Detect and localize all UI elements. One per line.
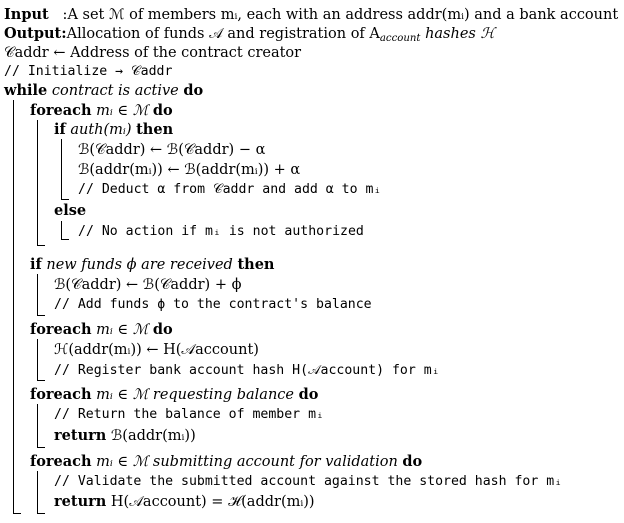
foreach-expr: mᵢ ∈ ℳ [96, 103, 149, 119]
keyword-do: do [152, 102, 173, 119]
if-funds-line [30, 256, 274, 274]
hash-statement: ℋ(addr(mᵢ)) ← H(𝒜account) [54, 342, 259, 358]
if-condition: auth(mᵢ) [70, 122, 132, 138]
while-block-bar [13, 100, 14, 514]
keyword-do: do [183, 82, 204, 99]
keyword-foreach: foreach [30, 386, 92, 403]
input-label: Input [4, 6, 49, 23]
return-validate-line [54, 493, 315, 511]
comment-validate: // Validate the submitted account against the stored hash for mᵢ [54, 474, 563, 489]
comment-register: // Register bank account hash H(𝒜account) for mᵢ [54, 363, 440, 378]
foreach4-block-foot [37, 513, 45, 514]
add-statement: ℬ(addr(mᵢ)) ← ℬ(addr(mᵢ)) + α [78, 162, 301, 178]
keyword-return: return [54, 427, 107, 444]
input-colon: : [62, 7, 68, 23]
foreach-line-3 [30, 386, 318, 404]
else-block-bar [61, 221, 62, 240]
while-line [4, 82, 203, 100]
output-label: Output: [4, 25, 67, 42]
if-condition: new funds ϕ are received [46, 257, 233, 273]
foreach-condition: requesting balance [152, 387, 294, 403]
keyword-while: while [4, 82, 48, 99]
foreach-line-2 [30, 321, 173, 339]
foreach4-block-bar [37, 471, 38, 514]
output-sub: account [379, 33, 421, 44]
while-condition: contract is active [51, 83, 179, 99]
keyword-foreach: foreach [30, 321, 92, 338]
comment-deduct: // Deduct α from 𝒞addr and add α to mᵢ [78, 182, 382, 197]
if-block-foot [61, 199, 69, 200]
keyword-foreach: foreach [30, 102, 92, 119]
foreach2-block-bar [37, 339, 38, 381]
comment-return-balance: // Return the balance of member mᵢ [54, 407, 324, 422]
if-block-bar [61, 139, 62, 200]
foreach-condition: submitting account for validation [152, 454, 398, 470]
foreach2-block-foot [37, 380, 45, 381]
keyword-do: do [298, 386, 319, 403]
input-text: A set ℳ of members mᵢ, each with an address addr(mᵢ) and a bank account [67, 7, 619, 23]
comment-add-funds: // Add funds ϕ to the contract's balance [54, 297, 372, 312]
keyword-foreach: foreach [30, 453, 92, 470]
foreach3-block-foot [37, 447, 45, 448]
keyword-if: if [54, 121, 66, 138]
keyword-return: return [54, 493, 107, 510]
else-line: else [54, 202, 87, 219]
while-block-foot [13, 513, 21, 514]
keyword-do: do [152, 321, 173, 338]
keyword-do: do [402, 453, 423, 470]
input-line [4, 6, 618, 24]
foreach-expr: mᵢ ∈ ℳ [96, 387, 149, 403]
keyword-then: then [136, 121, 174, 138]
keyword-if: if [30, 256, 42, 273]
output-text-1: Allocation of funds 𝒜 and registration of A [66, 26, 380, 42]
if-funds-block-bar [37, 274, 38, 316]
keyword-then: then [237, 256, 275, 273]
creator-line: 𝒞addr ← Address of the contract creator [4, 45, 302, 61]
output-text-2: hashes ℋ [425, 26, 495, 42]
return-balance-line [54, 427, 196, 445]
foreach-line-4 [30, 453, 422, 471]
deduct-statement: ℬ(𝒞addr) ← ℬ(𝒞addr) − α [78, 142, 266, 158]
foreach-expr: mᵢ ∈ ℳ [96, 454, 149, 470]
foreach3-block-bar [37, 404, 38, 448]
return-expr: ℬ(addr(mᵢ)) [110, 428, 196, 444]
return-expr: H(𝒜account) = ℋ(addr(mᵢ)) [110, 494, 315, 510]
comment-no-action: // No action if mᵢ is not authorized [78, 224, 364, 239]
foreach-line-1 [30, 102, 173, 120]
if-auth-line [54, 121, 173, 139]
else-block-foot [61, 239, 69, 240]
add-funds-statement: ℬ(𝒞addr) ← ℬ(𝒞addr) + ϕ [54, 277, 242, 293]
foreach-expr: mᵢ ∈ ℳ [96, 322, 149, 338]
if-funds-block-foot [37, 315, 45, 316]
comment-initialize: // Initialize → 𝒞addr [4, 64, 173, 79]
foreach1-block-bar [37, 120, 38, 246]
foreach1-block-foot [37, 245, 45, 246]
output-line [4, 25, 495, 43]
